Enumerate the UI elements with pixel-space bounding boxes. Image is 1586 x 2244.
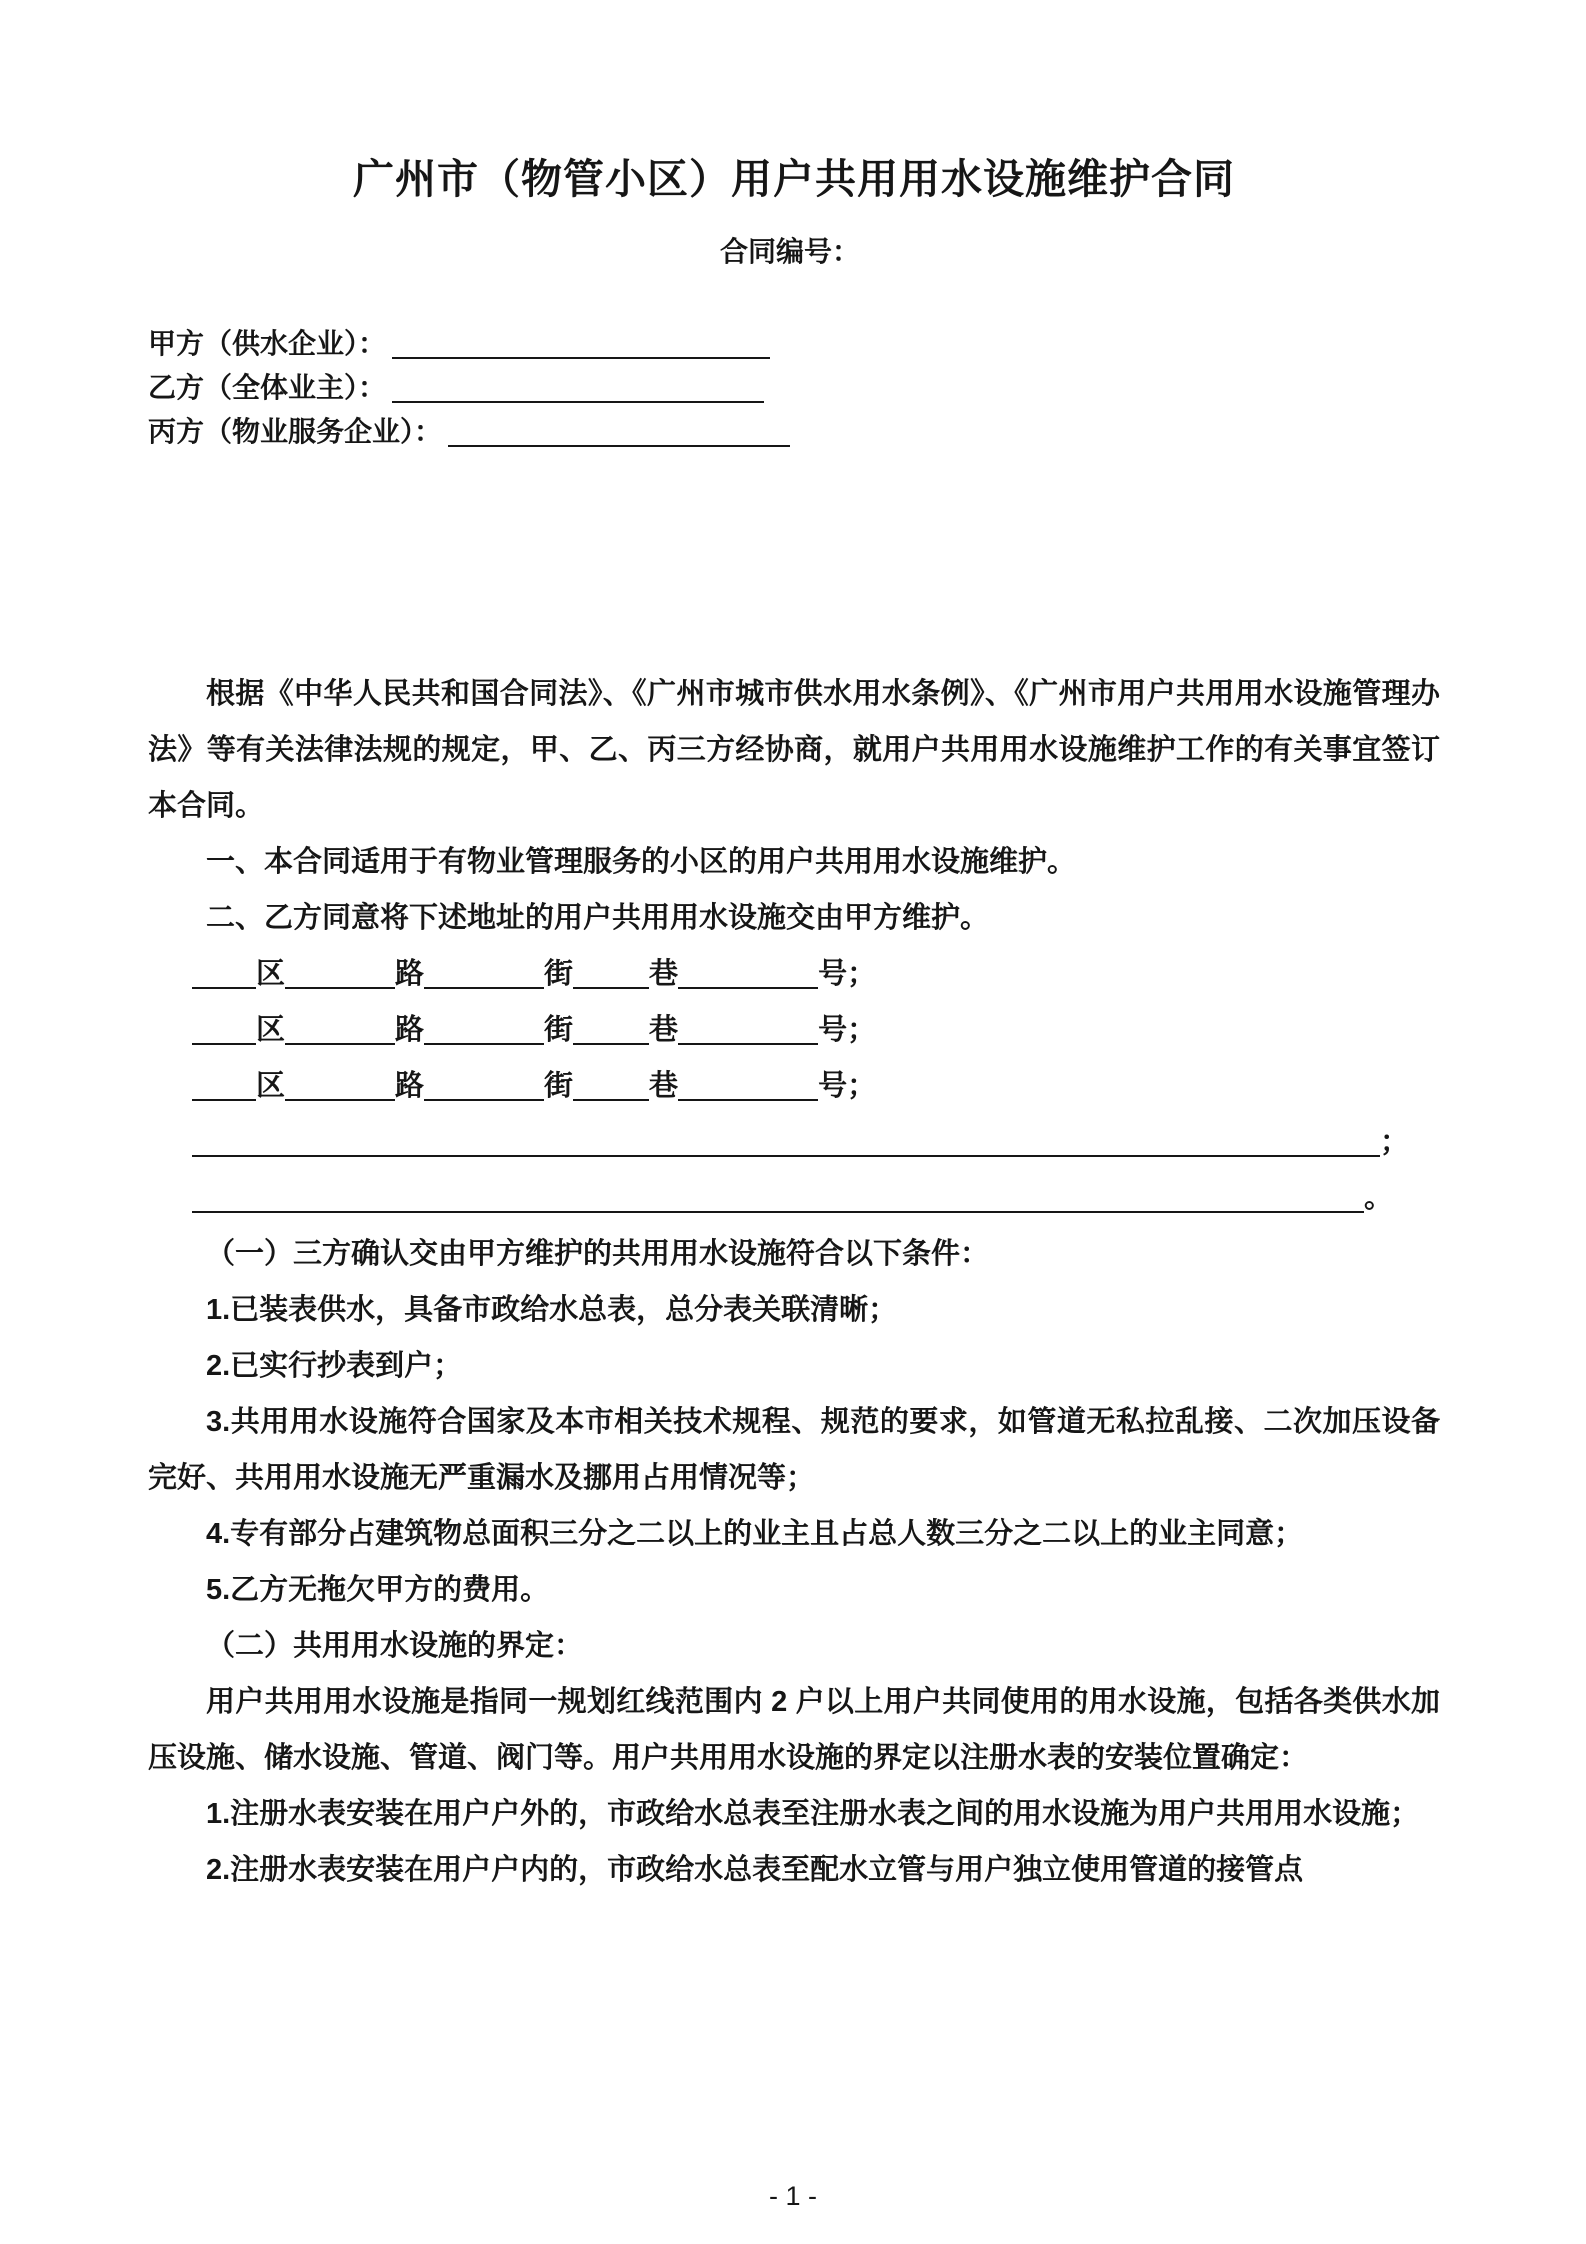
district-label: 区 xyxy=(256,1014,286,1047)
road-blank[interactable] xyxy=(285,957,395,989)
street-blank[interactable] xyxy=(424,1069,544,1101)
condition-item-5: 5.乙方无拖欠甲方的费用。 xyxy=(206,1574,550,1607)
party-b-row xyxy=(148,366,1440,410)
party-a-row xyxy=(148,322,1440,366)
road-label: 路 xyxy=(395,1070,425,1103)
road-blank[interactable] xyxy=(285,1013,395,1045)
district-label: 区 xyxy=(256,958,286,991)
address-extra-blank[interactable] xyxy=(192,1125,1380,1157)
road-label: 路 xyxy=(395,958,425,991)
street-label: 街 xyxy=(544,1070,574,1103)
number-label: 号； xyxy=(818,1014,877,1047)
number-label: 号； xyxy=(818,958,877,991)
semicolon-label: ； xyxy=(1380,1126,1410,1159)
parties-section xyxy=(148,322,1440,454)
party-a-field[interactable] xyxy=(392,327,770,359)
party-b-label: 乙方（全体业主）： xyxy=(148,372,387,404)
district-blank[interactable] xyxy=(192,957,256,989)
district-blank[interactable] xyxy=(192,1069,256,1101)
district-blank[interactable] xyxy=(192,1013,256,1045)
contract-number-line xyxy=(148,234,1440,270)
number-blank[interactable] xyxy=(678,957,818,989)
section-2-heading: （二）共用用水设施的界定： xyxy=(206,1630,584,1663)
road-blank[interactable] xyxy=(285,1069,395,1101)
party-a-label: 甲方（供水企业）： xyxy=(148,328,387,360)
address-line-5 xyxy=(148,1170,1440,1226)
document-title: 广州市（物管小区）用户共用用水设施维护合同 xyxy=(353,156,1235,202)
district-label: 区 xyxy=(256,1070,286,1103)
party-c-field[interactable] xyxy=(448,415,790,447)
street-label: 街 xyxy=(544,958,574,991)
address-extra-blank[interactable] xyxy=(192,1181,1364,1213)
definition-item-1: 1.注册水表安装在用户户外的，市政给水总表至注册水表之间的用水设施为用户共用用水设施； xyxy=(206,1798,1420,1831)
condition-item-2: 2.已实行抄表到户； xyxy=(206,1350,463,1383)
lane-label: 巷 xyxy=(649,1070,679,1103)
lane-label: 巷 xyxy=(649,1014,679,1047)
road-label: 路 xyxy=(395,1014,425,1047)
condition-item-3: 3.共用用水设施符合国家及本市相关技术规程、规范的要求，如管道无私拉乱接、二次加压设备完好、共用用水设施无严重漏水及挪用占用情况等； xyxy=(148,1406,1440,1495)
address-line-2 xyxy=(148,1002,1440,1058)
condition-item-4: 4.专有部分占建筑物总面积三分之二以上的业主且占总人数三分之二以上的业主同意； xyxy=(206,1518,1304,1551)
party-b-field[interactable] xyxy=(392,371,764,403)
preamble-paragraph: 根据《中华人民共和国合同法》、《广州市城市供水用水条例》、《广州市用户共用用水设施管理办法》等有关法律法规的规定，甲、乙、丙三方经协商，就用户共用用水设施维护工作的有关事宜签订本合同。 xyxy=(148,678,1440,823)
page-number: - 1 - xyxy=(768,2181,817,2211)
lane-blank[interactable] xyxy=(573,957,649,989)
lane-label: 巷 xyxy=(649,958,679,991)
definition-item-2: 2.注册水表安装在用户户内的，市政给水总表至配水立管与用户独立使用管道的接管点 xyxy=(206,1854,1304,1887)
clause-2: 二、乙方同意将下述地址的用户共用用水设施交由甲方维护。 xyxy=(206,902,990,935)
party-c-label: 丙方（物业服务企业）： xyxy=(148,416,443,448)
definition-paragraph: 用户共用用水设施是指同一规划红线范围内 2 户以上用户共同使用的用水设施，包括各类供水加压设施、储水设施、管道、阀门等。用户共用用水设施的界定以注册水表的安装位置确定： xyxy=(148,1686,1440,1775)
address-line-3 xyxy=(148,1058,1440,1114)
number-label: 号； xyxy=(818,1070,877,1103)
clause-1: 一、本合同适用于有物业管理服务的小区的用户共用用水设施维护。 xyxy=(206,846,1077,879)
street-blank[interactable] xyxy=(424,1013,544,1045)
number-blank[interactable] xyxy=(678,1069,818,1101)
contract-number-label: 合同编号： xyxy=(720,236,861,268)
number-blank[interactable] xyxy=(678,1013,818,1045)
period-label: 。 xyxy=(1364,1182,1394,1215)
contract-body xyxy=(148,666,1440,1898)
section-1-heading: （一）三方确认交由甲方维护的共用用水设施符合以下条件： xyxy=(206,1238,990,1271)
lane-blank[interactable] xyxy=(573,1013,649,1045)
street-blank[interactable] xyxy=(424,957,544,989)
address-line-4 xyxy=(148,1114,1440,1170)
street-label: 街 xyxy=(544,1014,574,1047)
address-line-1 xyxy=(148,946,1440,1002)
lane-blank[interactable] xyxy=(573,1069,649,1101)
party-c-row xyxy=(148,410,1440,454)
condition-item-1: 1.已装表供水，具备市政给水总表，总分表关联清晰； xyxy=(206,1294,898,1327)
